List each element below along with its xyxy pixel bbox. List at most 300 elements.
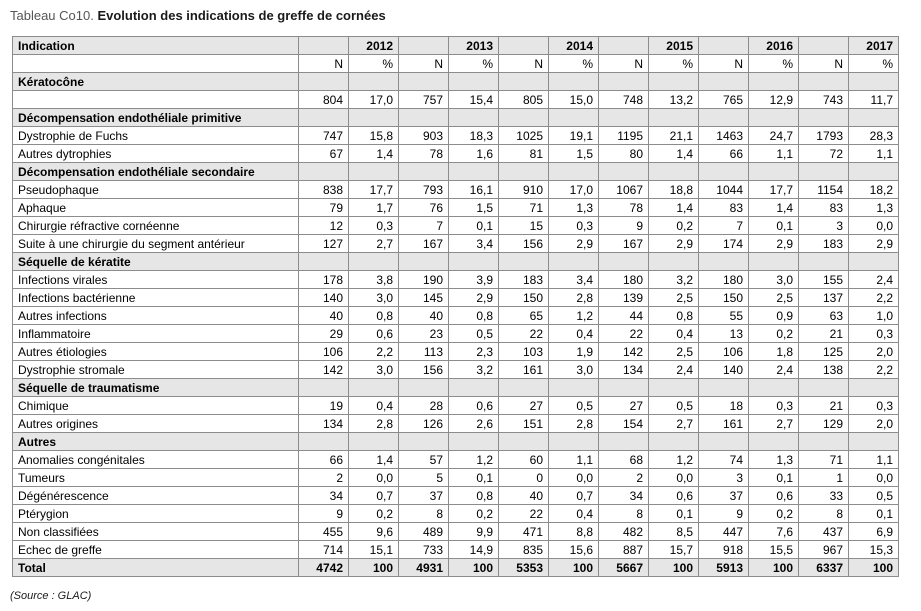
cell-percent: 2,7 <box>349 235 399 253</box>
section-blank <box>649 73 699 91</box>
cell-count: 903 <box>399 127 449 145</box>
cell-percent: 2,2 <box>849 289 899 307</box>
section-blank <box>599 253 649 271</box>
cell-percent: 1,1 <box>549 451 599 469</box>
cell-percent: 0,0 <box>349 469 399 487</box>
section-blank <box>299 379 349 397</box>
section-blank <box>549 73 599 91</box>
cell-count: 482 <box>599 523 649 541</box>
section-blank <box>799 379 849 397</box>
section-blank <box>799 253 849 271</box>
section-blank <box>549 253 599 271</box>
cell-count: 37 <box>699 487 749 505</box>
cell-percent: 2,9 <box>549 235 599 253</box>
cell-percent: 1,8 <box>749 343 799 361</box>
section-blank <box>349 109 399 127</box>
cell-count: 910 <box>499 181 549 199</box>
cell-count: 27 <box>599 397 649 415</box>
section-blank <box>299 253 349 271</box>
table-row <box>13 127 899 145</box>
cell-count: 161 <box>499 361 549 379</box>
cell-count: 71 <box>499 199 549 217</box>
table-row <box>13 469 899 487</box>
cell-count: 1 <box>799 469 849 487</box>
total-percent: 100 <box>849 559 899 577</box>
table-row <box>13 397 899 415</box>
cell-percent: 24,7 <box>749 127 799 145</box>
cell-count: 150 <box>499 289 549 307</box>
cell-count: 178 <box>299 271 349 289</box>
cell-count: 71 <box>799 451 849 469</box>
cell-percent: 0,1 <box>749 469 799 487</box>
section-blank <box>749 433 799 451</box>
row-label: Autres origines <box>13 415 299 433</box>
cell-percent: 17,0 <box>549 181 599 199</box>
cell-percent: 2,0 <box>849 415 899 433</box>
cell-count: 13 <box>699 325 749 343</box>
cell-percent: 0,0 <box>849 217 899 235</box>
cell-percent: 0,3 <box>349 217 399 235</box>
cell-percent: 1,1 <box>849 451 899 469</box>
table-row <box>13 451 899 469</box>
cell-count: 1793 <box>799 127 849 145</box>
cell-percent: 16,1 <box>449 181 499 199</box>
cell-count: 125 <box>799 343 849 361</box>
cell-count: 9 <box>599 217 649 235</box>
section-blank <box>549 109 599 127</box>
cell-count: 127 <box>299 235 349 253</box>
cell-count: 34 <box>299 487 349 505</box>
section-blank <box>749 73 799 91</box>
cell-percent: 0,2 <box>649 217 699 235</box>
section-header-row <box>13 73 899 91</box>
cell-percent: 0,5 <box>849 487 899 505</box>
cell-percent: 12,9 <box>749 91 799 109</box>
cell-count: 918 <box>699 541 749 559</box>
table-row <box>13 487 899 505</box>
cell-count: 714 <box>299 541 349 559</box>
cell-percent: 2,9 <box>649 235 699 253</box>
section-blank <box>399 253 449 271</box>
cell-percent: 15,0 <box>549 91 599 109</box>
section-blank <box>349 253 399 271</box>
section-blank <box>349 379 399 397</box>
cell-count: 139 <box>599 289 649 307</box>
cell-percent: 2,2 <box>349 343 399 361</box>
cell-count: 44 <box>599 307 649 325</box>
section-blank <box>399 73 449 91</box>
total-count: 5913 <box>699 559 749 577</box>
section-blank <box>849 253 899 271</box>
section-header-row <box>13 109 899 127</box>
section-title: Séquelle de kératite <box>13 253 299 271</box>
cell-percent: 0,6 <box>349 325 399 343</box>
cell-count: 80 <box>599 145 649 163</box>
cell-count: 805 <box>499 91 549 109</box>
cell-count: 129 <box>799 415 849 433</box>
total-percent: 100 <box>349 559 399 577</box>
table-row <box>13 325 899 343</box>
row-label: Infections virales <box>13 271 299 289</box>
section-blank <box>549 433 599 451</box>
cell-percent: 3,8 <box>349 271 399 289</box>
section-blank <box>449 163 499 181</box>
subheader-row <box>13 55 899 73</box>
cell-percent: 15,8 <box>349 127 399 145</box>
cell-count: 743 <box>799 91 849 109</box>
section-blank <box>849 163 899 181</box>
cell-count: 68 <box>599 451 649 469</box>
table-body <box>13 37 899 577</box>
cell-percent: 1,7 <box>349 199 399 217</box>
cell-percent: 9,9 <box>449 523 499 541</box>
cell-percent: 0,1 <box>449 217 499 235</box>
section-blank <box>799 109 849 127</box>
cell-count: 145 <box>399 289 449 307</box>
cell-count: 78 <box>399 145 449 163</box>
cell-count: 174 <box>699 235 749 253</box>
section-blank <box>499 73 549 91</box>
cell-percent: 0,8 <box>649 307 699 325</box>
subheader-percent: % <box>749 55 799 73</box>
cell-count: 8 <box>799 505 849 523</box>
cell-percent: 0,6 <box>649 487 699 505</box>
cell-percent: 2,9 <box>849 235 899 253</box>
section-blank <box>599 433 649 451</box>
section-blank <box>799 433 849 451</box>
cell-percent: 15,6 <box>549 541 599 559</box>
section-header-row <box>13 163 899 181</box>
cell-count: 15 <box>499 217 549 235</box>
cell-percent: 1,3 <box>849 199 899 217</box>
cell-count: 183 <box>799 235 849 253</box>
cell-percent: 3,0 <box>549 361 599 379</box>
section-blank <box>499 379 549 397</box>
row-label: Infections bactérienne <box>13 289 299 307</box>
cell-count: 79 <box>299 199 349 217</box>
cell-count: 7 <box>399 217 449 235</box>
cell-count: 7 <box>699 217 749 235</box>
section-blank <box>449 433 499 451</box>
cell-count: 103 <box>499 343 549 361</box>
header-blank <box>699 37 749 55</box>
row-label: Chirurgie réfractive cornéenne <box>13 217 299 235</box>
cell-percent: 15,3 <box>849 541 899 559</box>
cell-percent: 6,9 <box>849 523 899 541</box>
cell-percent: 1,3 <box>549 199 599 217</box>
cell-count: 138 <box>799 361 849 379</box>
table-title: Evolution des indications de greffe de cornées <box>93 8 386 23</box>
section-title: Séquelle de traumatisme <box>13 379 299 397</box>
section-blank <box>699 109 749 127</box>
section-blank <box>599 163 649 181</box>
cell-percent: 14,9 <box>449 541 499 559</box>
cell-percent: 2,9 <box>449 289 499 307</box>
cell-count: 142 <box>299 361 349 379</box>
section-blank <box>849 379 899 397</box>
table-row <box>13 505 899 523</box>
cell-percent: 1,5 <box>449 199 499 217</box>
cell-count: 2 <box>299 469 349 487</box>
cell-percent: 0,1 <box>449 469 499 487</box>
cell-count: 63 <box>799 307 849 325</box>
cell-count: 27 <box>499 397 549 415</box>
cell-count: 65 <box>499 307 549 325</box>
cell-percent: 8,5 <box>649 523 699 541</box>
cell-percent: 2,4 <box>649 361 699 379</box>
section-blank <box>799 73 849 91</box>
row-label: Inflammatoire <box>13 325 299 343</box>
subheader-n: N <box>399 55 449 73</box>
total-percent: 100 <box>449 559 499 577</box>
cell-percent: 15,1 <box>349 541 399 559</box>
cell-count: 804 <box>299 91 349 109</box>
cell-percent: 2,3 <box>449 343 499 361</box>
total-count: 6337 <box>799 559 849 577</box>
cell-count: 887 <box>599 541 649 559</box>
row-label: Pseudophaque <box>13 181 299 199</box>
cell-percent: 2,2 <box>849 361 899 379</box>
cell-count: 9 <box>699 505 749 523</box>
cell-count: 765 <box>699 91 749 109</box>
cell-count: 2 <box>599 469 649 487</box>
cell-count: 55 <box>699 307 749 325</box>
table-row <box>13 217 899 235</box>
cell-count: 733 <box>399 541 449 559</box>
row-label: Ptérygion <box>13 505 299 523</box>
subheader-blank <box>13 55 299 73</box>
header-blank <box>599 37 649 55</box>
section-blank <box>399 109 449 127</box>
cell-percent: 0,0 <box>549 469 599 487</box>
total-percent: 100 <box>649 559 699 577</box>
cell-count: 134 <box>599 361 649 379</box>
section-blank <box>549 379 599 397</box>
cell-count: 156 <box>399 361 449 379</box>
section-blank <box>699 379 749 397</box>
subheader-n: N <box>699 55 749 73</box>
table-row <box>13 199 899 217</box>
cell-percent: 7,6 <box>749 523 799 541</box>
cell-percent: 0,8 <box>349 307 399 325</box>
cell-count: 81 <box>499 145 549 163</box>
row-label: Autres étiologies <box>13 343 299 361</box>
cell-count: 29 <box>299 325 349 343</box>
cell-count: 748 <box>599 91 649 109</box>
cell-count: 67 <box>299 145 349 163</box>
cell-count: 40 <box>299 307 349 325</box>
cell-percent: 15,5 <box>749 541 799 559</box>
row-label: Aphaque <box>13 199 299 217</box>
cell-count: 3 <box>699 469 749 487</box>
cell-count: 183 <box>499 271 549 289</box>
header-year: 2014 <box>549 37 599 55</box>
cell-percent: 0,4 <box>549 325 599 343</box>
table-row <box>13 91 899 109</box>
cell-count: 23 <box>399 325 449 343</box>
cell-count: 151 <box>499 415 549 433</box>
cell-percent: 1,4 <box>349 451 399 469</box>
section-blank <box>549 163 599 181</box>
cell-count: 838 <box>299 181 349 199</box>
cell-count: 1463 <box>699 127 749 145</box>
table-row <box>13 343 899 361</box>
cell-percent: 3,4 <box>449 235 499 253</box>
cell-count: 3 <box>799 217 849 235</box>
cell-count: 18 <box>699 397 749 415</box>
cell-percent: 1,4 <box>749 199 799 217</box>
cell-count: 747 <box>299 127 349 145</box>
header-blank <box>799 37 849 55</box>
cell-percent: 13,2 <box>649 91 699 109</box>
cell-count: 137 <box>799 289 849 307</box>
cell-count: 60 <box>499 451 549 469</box>
cell-percent: 1,2 <box>549 307 599 325</box>
section-blank <box>399 379 449 397</box>
row-label: Suite à une chirurgie du segment antérieur <box>13 235 299 253</box>
header-year: 2016 <box>749 37 799 55</box>
cell-count: 161 <box>699 415 749 433</box>
section-blank <box>649 163 699 181</box>
cell-percent: 0,5 <box>549 397 599 415</box>
section-blank <box>849 73 899 91</box>
cell-percent: 2,7 <box>649 415 699 433</box>
cell-count: 8 <box>399 505 449 523</box>
row-label: Tumeurs <box>13 469 299 487</box>
total-percent: 100 <box>549 559 599 577</box>
cell-percent: 2,0 <box>849 343 899 361</box>
section-blank <box>299 73 349 91</box>
cell-percent: 1,2 <box>449 451 499 469</box>
cell-count: 793 <box>399 181 449 199</box>
cell-percent: 28,3 <box>849 127 899 145</box>
cell-count: 167 <box>599 235 649 253</box>
cell-percent: 0,3 <box>749 397 799 415</box>
total-count: 5667 <box>599 559 649 577</box>
row-label: Anomalies congénitales <box>13 451 299 469</box>
section-header-row <box>13 253 899 271</box>
cell-count: 437 <box>799 523 849 541</box>
subheader-percent: % <box>649 55 699 73</box>
section-blank <box>649 109 699 127</box>
row-label: Autres dytrophies <box>13 145 299 163</box>
cell-percent: 2,4 <box>849 271 899 289</box>
section-title: Autres <box>13 433 299 451</box>
cell-count: 8 <box>599 505 649 523</box>
cell-percent: 0,3 <box>849 325 899 343</box>
table-row <box>13 361 899 379</box>
cell-count: 180 <box>599 271 649 289</box>
cell-count: 1044 <box>699 181 749 199</box>
cell-count: 142 <box>599 343 649 361</box>
cell-count: 9 <box>299 505 349 523</box>
section-blank <box>499 253 549 271</box>
header-row <box>13 37 899 55</box>
section-blank <box>449 253 499 271</box>
table-row <box>13 415 899 433</box>
cell-percent: 0,9 <box>749 307 799 325</box>
cell-percent: 2,4 <box>749 361 799 379</box>
cell-percent: 17,7 <box>749 181 799 199</box>
cell-percent: 1,0 <box>849 307 899 325</box>
section-blank <box>399 433 449 451</box>
subheader-n: N <box>799 55 849 73</box>
cell-percent: 0,1 <box>649 505 699 523</box>
cell-count: 34 <box>599 487 649 505</box>
section-blank <box>649 253 699 271</box>
section-blank <box>299 163 349 181</box>
cell-count: 150 <box>699 289 749 307</box>
cell-percent: 19,1 <box>549 127 599 145</box>
cell-count: 19 <box>299 397 349 415</box>
section-blank <box>649 379 699 397</box>
cell-count: 447 <box>699 523 749 541</box>
row-label: Non classifiées <box>13 523 299 541</box>
cell-percent: 21,1 <box>649 127 699 145</box>
table-caption <box>10 8 386 23</box>
section-blank <box>849 433 899 451</box>
cell-count: 1195 <box>599 127 649 145</box>
cell-percent: 1,2 <box>649 451 699 469</box>
subheader-percent: % <box>449 55 499 73</box>
cell-percent: 1,1 <box>749 145 799 163</box>
section-blank <box>299 109 349 127</box>
subheader-percent: % <box>849 55 899 73</box>
section-blank <box>699 73 749 91</box>
section-blank <box>749 163 799 181</box>
subheader-n: N <box>299 55 349 73</box>
cell-percent: 2,9 <box>749 235 799 253</box>
cell-percent: 15,7 <box>649 541 699 559</box>
cell-percent: 0,1 <box>749 217 799 235</box>
cell-count: 140 <box>699 361 749 379</box>
cell-count: 40 <box>499 487 549 505</box>
header-year: 2012 <box>349 37 399 55</box>
cell-percent: 18,2 <box>849 181 899 199</box>
section-blank <box>449 109 499 127</box>
cell-percent: 0,5 <box>649 397 699 415</box>
cell-percent: 3,2 <box>649 271 699 289</box>
cell-percent: 1,4 <box>649 145 699 163</box>
cell-count: 1154 <box>799 181 849 199</box>
cell-count: 106 <box>699 343 749 361</box>
header-blank <box>499 37 549 55</box>
cell-count: 21 <box>799 397 849 415</box>
cell-percent: 0,0 <box>649 469 699 487</box>
cell-percent: 0,5 <box>449 325 499 343</box>
cell-percent: 0,2 <box>749 505 799 523</box>
table-row <box>13 145 899 163</box>
row-label <box>13 91 299 109</box>
cell-percent: 0,7 <box>549 487 599 505</box>
section-header-row <box>13 433 899 451</box>
cell-percent: 18,8 <box>649 181 699 199</box>
table-row <box>13 235 899 253</box>
section-blank <box>449 379 499 397</box>
cell-count: 40 <box>399 307 449 325</box>
cell-percent: 3,4 <box>549 271 599 289</box>
section-blank <box>299 433 349 451</box>
row-label: Dystrophie de Fuchs <box>13 127 299 145</box>
cell-percent: 0,2 <box>749 325 799 343</box>
cell-percent: 0,3 <box>849 397 899 415</box>
cell-percent: 1,6 <box>449 145 499 163</box>
section-blank <box>349 433 399 451</box>
cell-count: 113 <box>399 343 449 361</box>
cell-count: 66 <box>299 451 349 469</box>
section-blank <box>499 433 549 451</box>
section-blank <box>699 253 749 271</box>
